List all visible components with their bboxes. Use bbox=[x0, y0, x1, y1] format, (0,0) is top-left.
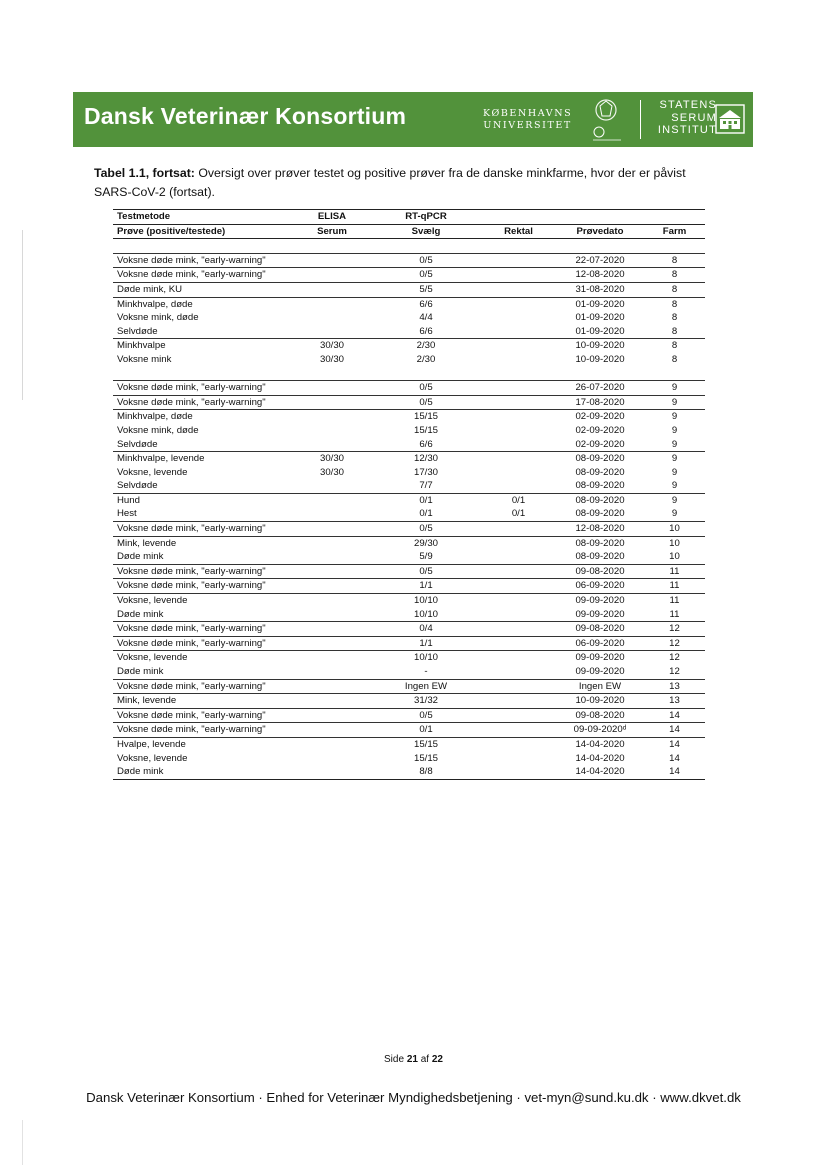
table-cell: 0/5 bbox=[371, 522, 481, 537]
table-cell: 30/30 bbox=[293, 452, 371, 466]
table-row bbox=[113, 466, 705, 480]
table-cell bbox=[481, 579, 556, 594]
table-cell: Voksne, levende bbox=[117, 752, 188, 764]
table-cell: Voksne mink bbox=[117, 353, 172, 365]
table-cell: 0/5 bbox=[371, 253, 481, 268]
table-cell bbox=[293, 253, 371, 268]
table-cell bbox=[293, 765, 371, 779]
table-cell bbox=[293, 297, 371, 311]
table-cell: Prøvedato bbox=[556, 224, 644, 239]
table-cell bbox=[481, 651, 556, 665]
table-cell: Voksne døde mink, "early-warning" bbox=[113, 723, 293, 738]
table-cell bbox=[293, 665, 371, 679]
table-cell: Selvdøde bbox=[117, 438, 158, 450]
table-cell: 9 bbox=[644, 395, 705, 410]
table-cell bbox=[481, 752, 556, 766]
table-cell bbox=[481, 765, 556, 779]
table-cell bbox=[481, 410, 556, 424]
table-cell: Mink, levende bbox=[113, 694, 293, 709]
table-cell: 0/4 bbox=[371, 622, 481, 637]
data-table bbox=[113, 209, 705, 780]
table-cell: 08-09-2020 bbox=[556, 452, 644, 466]
table-cell: 02-09-2020 bbox=[575, 438, 625, 450]
table-cell bbox=[644, 210, 705, 225]
table-row bbox=[113, 765, 705, 779]
table-row bbox=[113, 708, 705, 723]
table-cell: 17-08-2020 bbox=[556, 395, 644, 410]
table-cell: Voksne døde mink, "early-warning" bbox=[113, 522, 293, 537]
table-cell: 12 bbox=[669, 666, 680, 677]
table-cell: 09-08-2020 bbox=[556, 564, 644, 579]
table-cell bbox=[481, 636, 556, 651]
table-cell: 12 bbox=[644, 622, 705, 637]
table-cell: 02-09-2020 bbox=[575, 424, 625, 436]
table-cell: 31-08-2020 bbox=[556, 282, 644, 297]
table-cell: 0/5 bbox=[371, 268, 481, 283]
table-cell bbox=[481, 679, 556, 694]
table-row bbox=[113, 282, 705, 297]
spacer-row bbox=[113, 239, 705, 254]
banner-divider bbox=[640, 100, 641, 139]
table-row bbox=[113, 479, 705, 493]
table-cell: Mink, levende bbox=[113, 536, 293, 550]
table-cell: 30/30 bbox=[293, 339, 371, 353]
ku-wordmark bbox=[483, 108, 572, 132]
table-cell: 12-08-2020 bbox=[556, 522, 644, 537]
page-total: 22 bbox=[431, 1054, 443, 1065]
table-cell: 12 bbox=[644, 636, 705, 651]
page-prefix: Side bbox=[384, 1054, 407, 1065]
table-cell: 6/6 bbox=[419, 325, 433, 337]
table-cell: 22-07-2020 bbox=[556, 253, 644, 268]
table-cell: Døde mink, KU bbox=[113, 282, 293, 297]
table-cell: 9 bbox=[644, 452, 705, 466]
table-cell: Voksne, levende bbox=[113, 594, 293, 608]
table-cell: 4/4 bbox=[419, 312, 433, 324]
table-cell: 14 bbox=[644, 737, 705, 751]
table-row bbox=[113, 536, 705, 550]
table-row bbox=[113, 311, 705, 325]
table-row bbox=[113, 381, 705, 396]
table-cell: 14-04-2020 bbox=[575, 752, 625, 764]
table-cell: 9 bbox=[644, 381, 705, 396]
table-cell bbox=[481, 665, 556, 679]
table-row bbox=[113, 268, 705, 283]
table-cell bbox=[293, 325, 371, 339]
table-cell bbox=[293, 438, 371, 452]
table-row bbox=[113, 353, 705, 367]
table-cell bbox=[481, 594, 556, 608]
table-row bbox=[113, 550, 705, 564]
table-cell: 11 bbox=[644, 579, 705, 594]
table-row bbox=[113, 395, 705, 410]
table-cell: 8 bbox=[671, 353, 678, 365]
table-cell bbox=[481, 438, 556, 452]
table-cell: 11 bbox=[644, 594, 705, 608]
table-cell bbox=[481, 479, 556, 493]
table-cell bbox=[481, 395, 556, 410]
table-cell: 10 bbox=[644, 536, 705, 550]
table-cell: 7/7 bbox=[419, 480, 433, 492]
table-cell: Rektal bbox=[481, 224, 556, 239]
table-cell: 9 bbox=[671, 480, 678, 492]
table-cell: 12-08-2020 bbox=[556, 268, 644, 283]
table-cell: Voksne døde mink, "early-warning" bbox=[113, 564, 293, 579]
table-cell: 01-09-2020 bbox=[575, 325, 625, 337]
table-cell: Farm bbox=[644, 224, 705, 239]
table-cell: 09-09-2020 bbox=[556, 594, 644, 608]
table-cell: 09-08-2020 bbox=[556, 622, 644, 637]
table-row bbox=[113, 297, 705, 311]
table-row bbox=[113, 452, 705, 466]
table-cell: Voksne døde mink, "early-warning" bbox=[113, 395, 293, 410]
table-cell: 0/1 bbox=[511, 508, 526, 520]
ssi-line3: INSTITUT bbox=[657, 124, 717, 136]
ssi-line2: SERUM bbox=[671, 111, 717, 124]
table-cell bbox=[293, 536, 371, 550]
table-cell: 15/15 bbox=[413, 752, 438, 764]
table-cell bbox=[481, 268, 556, 283]
table-cell: RT-qPCR bbox=[371, 210, 481, 225]
table-cell: 08-09-2020 bbox=[575, 508, 625, 520]
table-cell bbox=[481, 381, 556, 396]
table-row bbox=[113, 723, 705, 738]
table-cell: 14 bbox=[644, 723, 705, 738]
caption-text: Oversigt over prøver testet og positive prøver fra de danske minkfarme, hvor der er påvist SARS-CoV-2 (fortsat). bbox=[94, 166, 686, 199]
table-cell: ELISA bbox=[293, 210, 371, 225]
table-cell: 0/5 bbox=[371, 708, 481, 723]
table-cell: 9 bbox=[671, 508, 678, 520]
table-cell bbox=[481, 353, 556, 367]
table-row bbox=[113, 694, 705, 709]
table-cell bbox=[481, 536, 556, 550]
table-cell: 30/30 bbox=[319, 466, 344, 478]
page-current: 21 bbox=[406, 1054, 418, 1065]
table-cell: 8 bbox=[644, 297, 705, 311]
table-row bbox=[113, 493, 705, 507]
table-row bbox=[113, 622, 705, 637]
table-cell: Svælg bbox=[371, 224, 481, 239]
table-cell bbox=[481, 253, 556, 268]
table-row bbox=[113, 325, 705, 339]
table-row bbox=[113, 594, 705, 608]
table-cell bbox=[293, 268, 371, 283]
page-number bbox=[0, 1054, 827, 1065]
table-row bbox=[113, 579, 705, 594]
table-cell: Voksne døde mink, "early-warning" bbox=[113, 579, 293, 594]
table-cell bbox=[481, 694, 556, 709]
table-row bbox=[113, 507, 705, 521]
table-cell: Testmetode bbox=[113, 210, 293, 225]
table-cell: Døde mink bbox=[117, 551, 164, 563]
table-cell: 8 bbox=[671, 312, 678, 324]
table-cell: 13 bbox=[644, 679, 705, 694]
table-cell: 10-09-2020 bbox=[556, 339, 644, 353]
table-cell bbox=[481, 550, 556, 564]
table-cell bbox=[293, 381, 371, 396]
table-cell: 29/30 bbox=[371, 536, 481, 550]
header-row-sample bbox=[113, 224, 705, 239]
table-cell bbox=[481, 466, 556, 480]
table-cell: 14 bbox=[669, 752, 680, 764]
table-row bbox=[113, 522, 705, 537]
table-cell: Selvdøde bbox=[117, 325, 158, 337]
table-cell: Voksne mink, døde bbox=[117, 424, 199, 436]
table-cell: 0/5 bbox=[371, 564, 481, 579]
table-cell: Døde mink bbox=[113, 765, 293, 779]
table-cell: 10/10 bbox=[371, 651, 481, 665]
table-cell: 15/15 bbox=[413, 424, 438, 436]
banner-title: Dansk Veterinær Konsortium bbox=[84, 103, 407, 129]
table-cell: 0/1 bbox=[371, 493, 481, 507]
table-cell bbox=[481, 325, 556, 339]
table-cell: Voksne døde mink, "early-warning" bbox=[113, 381, 293, 396]
table-cell bbox=[293, 636, 371, 651]
table-cell: 09-09-2020 bbox=[575, 608, 625, 620]
table-cell: Voksne døde mink, "early-warning" bbox=[113, 679, 293, 694]
table-cell bbox=[293, 679, 371, 694]
table-cell bbox=[293, 564, 371, 579]
table-cell: 9 bbox=[671, 438, 678, 450]
table-cell bbox=[293, 622, 371, 637]
table-cell: 0/5 bbox=[371, 381, 481, 396]
header-row-method bbox=[113, 210, 705, 225]
table-cell: 14 bbox=[644, 708, 705, 723]
table-cell bbox=[481, 297, 556, 311]
table-cell bbox=[481, 622, 556, 637]
table-row bbox=[113, 410, 705, 424]
table-cell: 11 bbox=[644, 564, 705, 579]
table-cell: 8 bbox=[644, 282, 705, 297]
table-cell: Hund bbox=[113, 493, 293, 507]
table-cell bbox=[481, 564, 556, 579]
table-cell: 09-09-2020 bbox=[575, 666, 625, 677]
table-cell: Døde mink bbox=[117, 666, 164, 677]
table-cell: 2/30 bbox=[416, 353, 436, 365]
table-cell: 13 bbox=[644, 694, 705, 709]
table-cell: 11 bbox=[669, 608, 680, 620]
table-cell: 10/10 bbox=[371, 594, 481, 608]
ssi-building-icon bbox=[715, 104, 745, 134]
table-cell: 8 bbox=[644, 339, 705, 353]
table-cell: Voksne døde mink, "early-warning" bbox=[113, 268, 293, 283]
table-row bbox=[113, 339, 705, 353]
table-cell: 14-04-2020 bbox=[556, 765, 644, 779]
group-gap-row bbox=[113, 367, 705, 381]
table-cell: Minkhvalpe, døde bbox=[113, 410, 293, 424]
table-cell: 9 bbox=[644, 410, 705, 424]
table-cell: 10-09-2020 bbox=[575, 353, 625, 365]
table-row bbox=[113, 438, 705, 452]
table-cell: 14 bbox=[644, 765, 705, 779]
table-cell: Serum bbox=[293, 224, 371, 239]
table-cell: 0/1 bbox=[481, 493, 556, 507]
table-cell: 08-09-2020 bbox=[575, 466, 625, 478]
table-row bbox=[113, 651, 705, 665]
table-cell: 02-09-2020 bbox=[556, 410, 644, 424]
table-cell: 14-04-2020 bbox=[556, 737, 644, 751]
table-cell: Døde mink bbox=[117, 608, 164, 620]
footer-contact-line: Dansk Veterinær Konsortium · Enhed for Veterinær Myndighedsbetjening · vet-myn@sund.ku.dk · www.dkvet.dk bbox=[86, 1090, 741, 1105]
ku-line1: KØBENHAVNS bbox=[483, 108, 573, 119]
table-cell: 9 bbox=[671, 424, 678, 436]
table-cell: Voksne døde mink, "early-warning" bbox=[113, 636, 293, 651]
table-cell bbox=[481, 339, 556, 353]
table-cell: 8 bbox=[671, 325, 678, 337]
table-cell: 31/32 bbox=[371, 694, 481, 709]
table-cell: Minkhvalpe bbox=[113, 339, 293, 353]
table-cell: 08-09-2020 bbox=[556, 536, 644, 550]
table-cell: Voksne døde mink, "early-warning" bbox=[113, 708, 293, 723]
table-cell bbox=[293, 708, 371, 723]
table-cell: 8 bbox=[644, 268, 705, 283]
table-cell: 9 bbox=[671, 466, 678, 478]
table-cell: Ingen EW bbox=[371, 679, 481, 694]
table-cell: 12/30 bbox=[371, 452, 481, 466]
table-cell bbox=[293, 282, 371, 297]
table-cell: 0/1 bbox=[371, 723, 481, 738]
table-cell: Voksne, levende bbox=[117, 466, 188, 478]
table-cell bbox=[293, 522, 371, 537]
table-row bbox=[113, 564, 705, 579]
table-cell: 6/6 bbox=[371, 297, 481, 311]
table-cell: Voksne mink, døde bbox=[117, 312, 199, 324]
table-cell: 2/30 bbox=[371, 339, 481, 353]
table-cell: 1/1 bbox=[371, 579, 481, 594]
table-cell bbox=[293, 608, 371, 622]
table-row bbox=[113, 679, 705, 694]
table-row bbox=[113, 608, 705, 622]
table-cell: 26-07-2020 bbox=[556, 381, 644, 396]
table-cell: 15/15 bbox=[371, 737, 481, 751]
table-cell: Voksne døde mink, "early-warning" bbox=[113, 253, 293, 268]
table-cell: 8 bbox=[644, 253, 705, 268]
ssi-wordmark bbox=[657, 99, 717, 137]
header-banner bbox=[73, 92, 753, 147]
table-cell: 17/30 bbox=[413, 466, 438, 478]
table-cell: Prøve (positive/testede) bbox=[113, 224, 293, 239]
table-cell bbox=[293, 507, 371, 521]
table-cell bbox=[293, 579, 371, 594]
table-cell: Hest bbox=[117, 508, 137, 520]
table-cell: Voksne, levende bbox=[113, 651, 293, 665]
table-cell bbox=[481, 723, 556, 738]
table-cell: 09-09-2020ᵈ bbox=[556, 723, 644, 738]
table-cell: 09-08-2020 bbox=[556, 708, 644, 723]
table-cell bbox=[556, 210, 644, 225]
table-cell bbox=[481, 708, 556, 723]
table-caption bbox=[94, 164, 704, 202]
table-cell bbox=[481, 311, 556, 325]
table-cell: Minkhvalpe, levende bbox=[113, 452, 293, 466]
table-cell bbox=[293, 479, 371, 493]
table-cell: 06-09-2020 bbox=[556, 636, 644, 651]
table-cell bbox=[293, 694, 371, 709]
table-cell bbox=[293, 493, 371, 507]
table-cell bbox=[293, 752, 371, 766]
table-cell: 0/5 bbox=[371, 395, 481, 410]
table-cell bbox=[293, 550, 371, 564]
table-cell: 10-09-2020 bbox=[556, 694, 644, 709]
table-cell bbox=[293, 651, 371, 665]
table-row bbox=[113, 752, 705, 766]
table-cell bbox=[293, 311, 371, 325]
table-cell bbox=[481, 424, 556, 438]
table-cell bbox=[481, 522, 556, 537]
table-cell: 5/5 bbox=[371, 282, 481, 297]
table-cell bbox=[293, 737, 371, 751]
table-cell: 5/9 bbox=[419, 551, 433, 563]
table-cell bbox=[293, 723, 371, 738]
table-cell bbox=[481, 210, 556, 225]
table-cell: 01-09-2020 bbox=[556, 297, 644, 311]
table-cell: 6/6 bbox=[419, 438, 433, 450]
table-cell: 10/10 bbox=[413, 608, 438, 620]
table-cell: 09-09-2020 bbox=[556, 651, 644, 665]
table-cell bbox=[293, 594, 371, 608]
table-cell: Selvdøde bbox=[117, 480, 158, 492]
table-cell: - bbox=[424, 666, 428, 677]
table-cell: 06-09-2020 bbox=[556, 579, 644, 594]
table-row bbox=[113, 737, 705, 751]
table-cell: Ingen EW bbox=[556, 679, 644, 694]
ku-line2: UNIVERSITET bbox=[483, 120, 572, 131]
table-row bbox=[113, 665, 705, 679]
table-cell: Hvalpe, levende bbox=[113, 737, 293, 751]
table-cell bbox=[481, 608, 556, 622]
caption-label: Tabel 1.1, fortsat: bbox=[94, 166, 195, 180]
table-cell: 1/1 bbox=[371, 636, 481, 651]
table-cell bbox=[293, 410, 371, 424]
table-cell: 10 bbox=[669, 551, 680, 563]
table-cell: 10 bbox=[644, 522, 705, 537]
table-cell: 12 bbox=[644, 651, 705, 665]
table-cell: 8/8 bbox=[371, 765, 481, 779]
table-cell bbox=[481, 282, 556, 297]
ssi-line1: STATENS bbox=[659, 99, 717, 111]
table-cell bbox=[293, 395, 371, 410]
table-row bbox=[113, 253, 705, 268]
table-row bbox=[113, 636, 705, 651]
page-mid: af bbox=[417, 1054, 432, 1065]
table-cell: Minkhvalpe, døde bbox=[113, 297, 293, 311]
table-cell: 15/15 bbox=[371, 410, 481, 424]
table-cell: 08-09-2020 bbox=[575, 480, 625, 492]
table-cell: 9 bbox=[644, 493, 705, 507]
scan-margin-line bbox=[22, 230, 23, 400]
table-cell bbox=[481, 452, 556, 466]
table-cell: 08-09-2020 bbox=[556, 493, 644, 507]
ku-seal-icon bbox=[591, 96, 621, 142]
table-cell: 30/30 bbox=[319, 353, 344, 365]
table-cell: 08-09-2020 bbox=[575, 551, 625, 563]
table-cell bbox=[293, 424, 371, 438]
table-cell: Voksne døde mink, "early-warning" bbox=[113, 622, 293, 637]
scan-margin-line bbox=[22, 1120, 23, 1165]
table-row bbox=[113, 424, 705, 438]
table-cell: 0/1 bbox=[419, 508, 433, 520]
table-cell bbox=[481, 737, 556, 751]
table-cell: 01-09-2020 bbox=[575, 312, 625, 324]
